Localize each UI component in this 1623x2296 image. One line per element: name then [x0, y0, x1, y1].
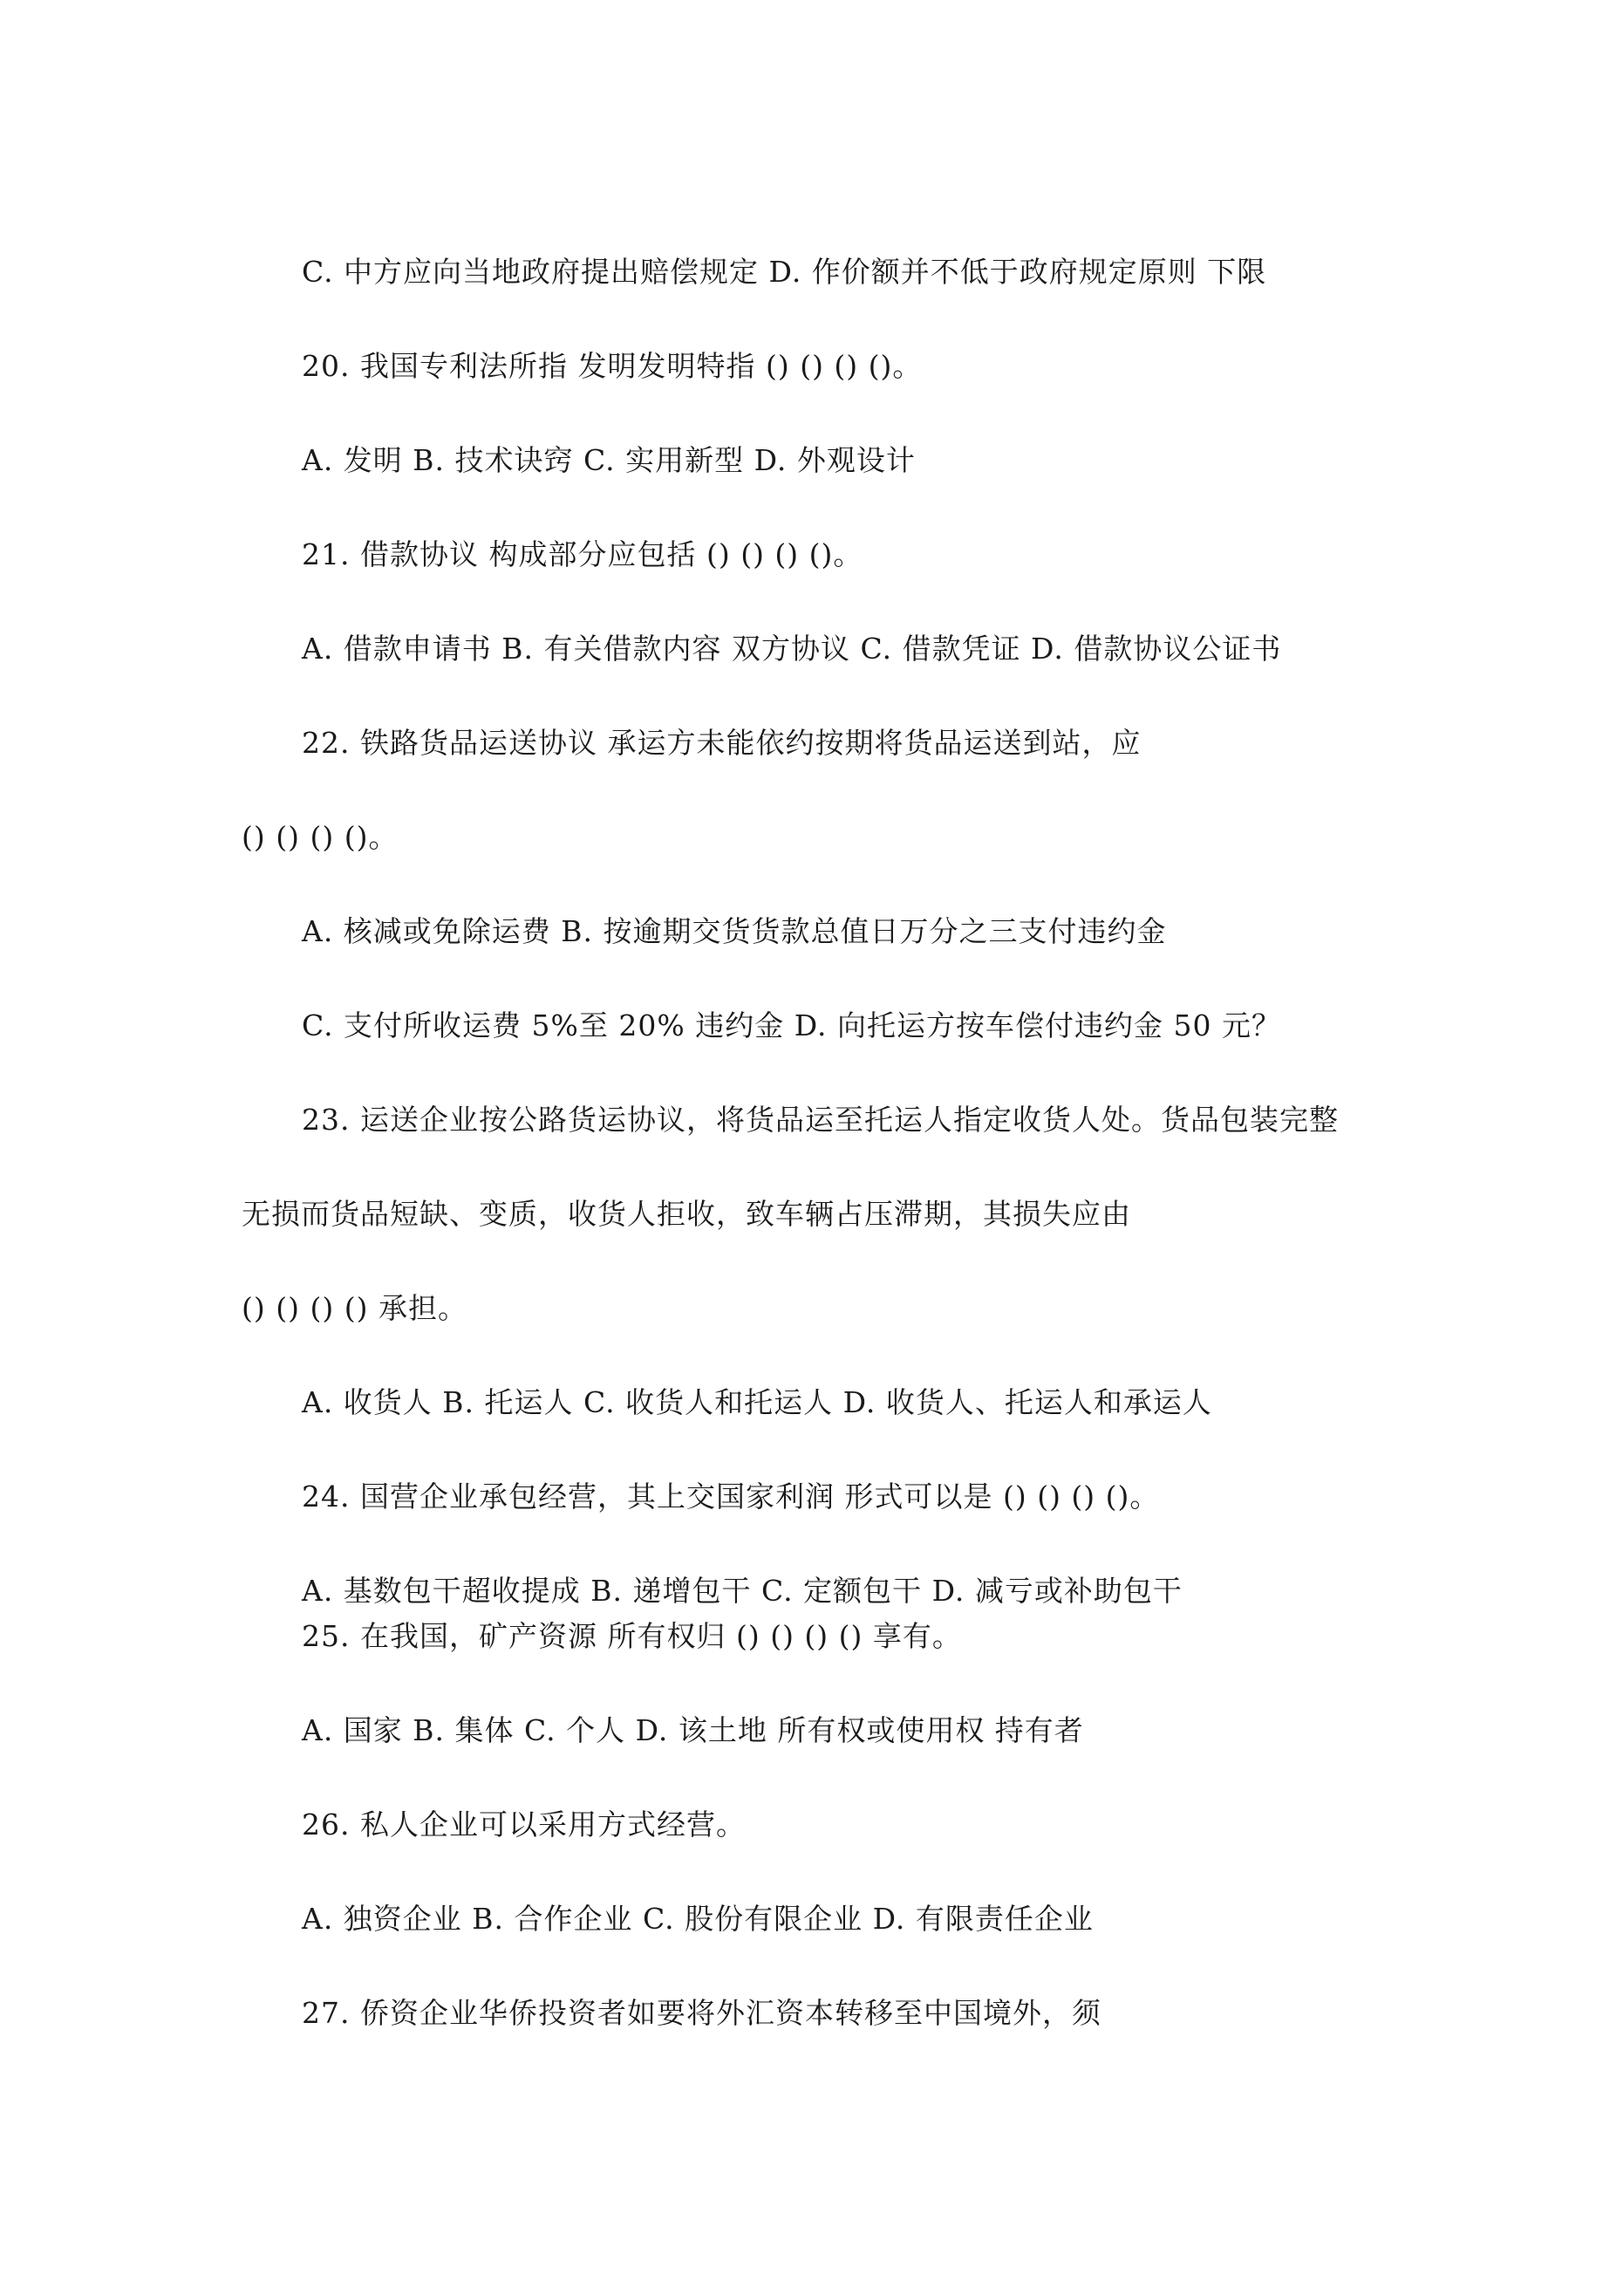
- question-26: 26. 私人企业可以采用方式经营。: [302, 1807, 746, 1842]
- options-q24: A. 基数包干超收提成 B. 递增包干 C. 定额包干 D. 减亏或补助包干: [302, 1574, 1183, 1608]
- question-22: 22. 铁路货品运送协议 承运方未能依约按期将货品运送到站，应: [302, 726, 1142, 760]
- options-q25: A. 国家 B. 集体 C. 个人 D. 该土地 所有权或使用权 持有者: [302, 1713, 1084, 1747]
- question-24: 24. 国营企业承包经营，其上交国家利润 形式可以是 () () () ()。: [302, 1479, 1160, 1514]
- options-q23: A. 收货人 B. 托运人 C. 收货人和托运人 D. 收货人、托运人和承运人: [302, 1385, 1212, 1419]
- question-23: 23. 运送企业按公路货运协议，将货品运至托运人指定收货人处。货品包装完整: [302, 1103, 1339, 1137]
- question-27: 27. 侨资企业华侨投资者如要将外汇资本转移至中国境外，须: [302, 1996, 1101, 2030]
- question-22-continued: () () () ()。: [242, 820, 399, 854]
- options-q22-cd: C. 支付所收运费 5%至 20% 违约金 D. 向托运方按车偿付违约金 50 元？: [302, 1008, 1281, 1042]
- question-21: 21. 借款协议 构成部分应包括 () () () ()。: [302, 537, 863, 571]
- options-q21: A. 借款申请书 B. 有关借款内容 双方协议 C. 借款凭证 D. 借款协议公证书: [302, 632, 1282, 666]
- question-20: 20. 我国专利法所指 发明发明特指 () () () ()。: [302, 349, 923, 383]
- options-q22-ab: A. 核减或免除运费 B. 按逾期交货货款总值日万分之三支付违约金: [302, 914, 1167, 948]
- option-line-q19-cd: C. 中方应向当地政府提出赔偿规定 D. 作价额并不低于政府规定原则 下限: [302, 255, 1267, 289]
- options-q20: A. 发明 B. 技术诀窍 C. 实用新型 D. 外观设计: [302, 443, 916, 477]
- options-q26: A. 独资企业 B. 合作企业 C. 股份有限企业 D. 有限责任企业: [302, 1902, 1094, 1936]
- question-23-continued-2: () () () () 承担。: [242, 1291, 467, 1325]
- question-25: 25. 在我国，矿产资源 所有权归 () () () () 享有。: [302, 1619, 962, 1653]
- question-23-continued: 无损而货品短缺、变质，收货人拒收，致车辆占压滞期，其损失应由: [242, 1197, 1131, 1231]
